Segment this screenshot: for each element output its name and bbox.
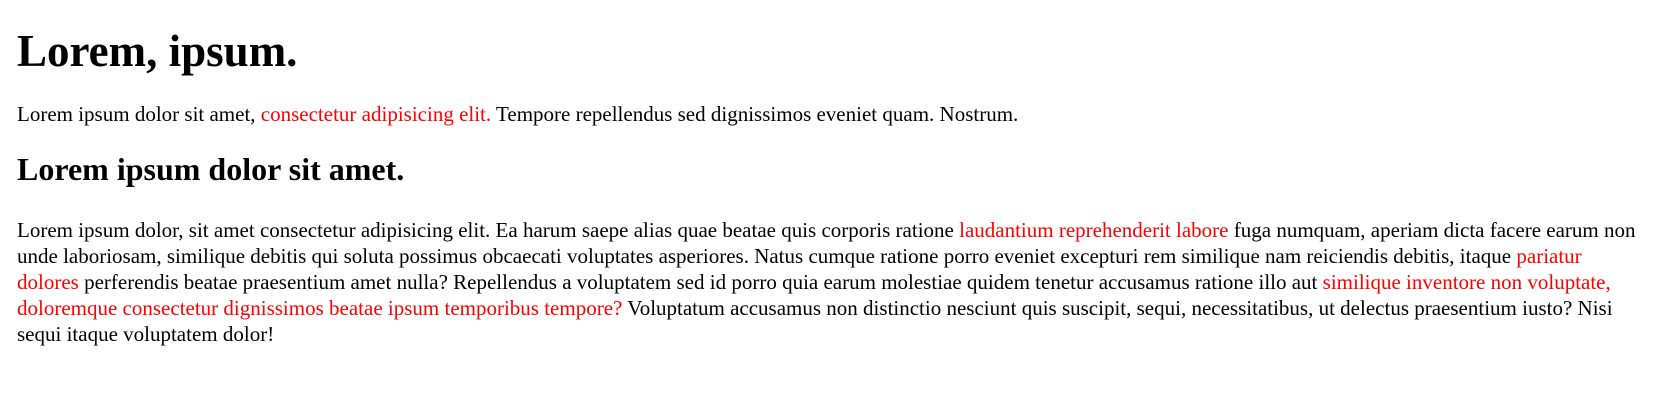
body-paragraph xyxy=(17,189,1639,347)
body-highlight-2: pariatur dolores xyxy=(17,244,1582,294)
intro-text-2: Tempore repellendus sed dignissimos eveniet quam. Nostrum. xyxy=(491,102,1019,126)
body-text-4: Voluptatum accusamus non distinctio nesciunt quis suscipit, sequi, necessitatibus, ut delectus praesentium iusto? Nisi sequi itaque voluptatem dolor! xyxy=(17,296,1613,346)
section-heading: Lorem ipsum dolor sit amet. xyxy=(17,151,405,187)
page-title: Lorem, ipsum. xyxy=(17,26,298,76)
intro-paragraph xyxy=(17,75,1639,127)
body-text-1: Lorem ipsum dolor, sit amet consectetur adipisicing elit. Ea harum saepe alias quae beatae quis corporis ratione xyxy=(17,218,960,242)
body-text-3: perferendis beatae praesentium amet nulla? Repellendus a voluptatem sed id porro quia earum molestiae quidem tenetur accusamus ratione illo aut xyxy=(78,270,1323,294)
body-highlight-3: similique inventore non voluptate, doloremque consectetur dignissimos beatae ipsum temporibus tempore? xyxy=(17,270,1611,320)
body-text-2: fuga numquam, aperiam dicta facere earum non unde laboriosam, similique debitis qui soluta possimus obcaecati voluptates asperiores. Natus cumque ratione porro eveniet excepturi rem similique nam reiciendis debitis, itaque xyxy=(17,218,1636,268)
intro-text-1: Lorem ipsum dolor sit amet, xyxy=(17,102,261,126)
body-highlight-1: laudantium reprehenderit labore xyxy=(959,218,1229,242)
intro-highlight-1: consectetur adipisicing elit. xyxy=(260,102,492,126)
